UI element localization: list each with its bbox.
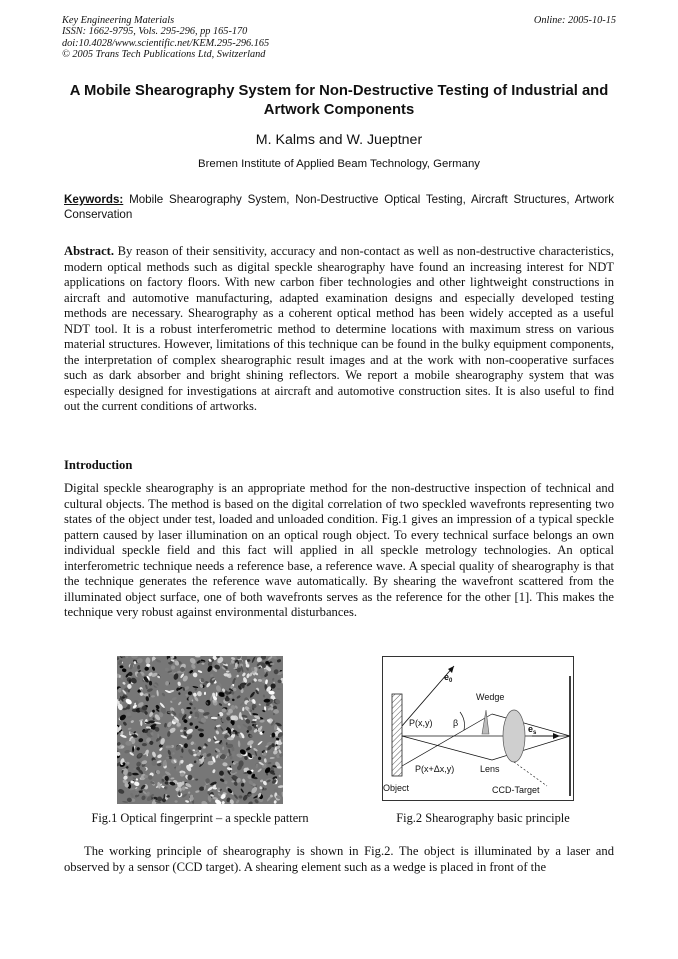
speckle-grain [120,675,123,680]
speckle-grain [122,775,128,781]
speckle-grain [145,696,149,702]
speckle-grain [188,715,192,719]
speckle-grain [195,656,201,658]
speckle-grain [239,795,243,798]
e0-label: $e_0$ [444,672,453,684]
speckle-grain [254,751,257,757]
speckle-grain [126,762,129,765]
speckle-grain [152,717,155,721]
pdx-label: P(x+Δx,y) [415,764,455,774]
speckle-grain [137,665,140,670]
speckle-grain [278,785,283,788]
speckle-grain [128,727,132,730]
speckle-grain [195,790,200,793]
speckle-grain [181,748,184,753]
speckle-grain [274,800,277,804]
speckle-grain [215,730,220,735]
speckle-grain [267,762,271,765]
speckle-grain [119,665,123,668]
speckle-grain [156,690,159,697]
speckle-grain [189,722,193,726]
speckle-grain [199,786,205,791]
speckle-grain [197,691,202,697]
speckle-grain [178,701,182,706]
object-surface [392,694,402,776]
speckle-grain [251,657,255,664]
speckle-grain [224,780,228,784]
speckle-grain [217,758,221,760]
beta-arc [460,712,465,730]
speckle-grain [197,746,202,751]
speckle-grain [222,762,228,767]
speckle-grain [193,692,198,697]
speckle-grain [171,696,177,700]
speckle-grain [140,720,142,726]
speckle-grain [180,729,183,732]
object-label: Object [383,783,410,793]
speckle-grain [193,696,199,702]
keywords-label: Keywords: [64,193,124,206]
speckle-grain [187,791,190,794]
speckle-grain [122,668,127,672]
speckle-grain [270,757,275,759]
abstract-text: By reason of their sensitivity, accuracy and non-contact as well as non-destructive characteristics, modern optical methods such as digital speckle shearography have found an increasing interest for NDT applications on factory floors. With new carbon fiber technologies and other lightweight constructions in aircraft and automotive manufacturing, adapted examination designs and especially developed testing methods are necessary. Shearography as a coherent optical method has been widely accepted as a useful NDT tool. It is a robust interferometric method to determine locations with maximum stress on various material structures. However, limitations of this technique can be found in the bulky equipment components, the interpretation of complex shearographic result images and at the work with non-cooperative surfaces such as dark absorber and bright shining reflectors. We report a mobile shearography system that was especially designed for investigations at aircraft and automotive construction sites. It is also useful to find out the current conditions of artworks. [64,244,614,414]
speckle-grain [240,788,244,793]
speckle-grain [130,720,134,724]
speckle-grain [193,760,196,764]
speckle-grain [227,767,233,771]
pxy-label: P(x,y) [409,718,433,728]
speckle-grain [139,692,144,697]
speckle-grain [129,751,134,756]
speckle-grain [122,801,128,803]
speckle-grain [170,700,173,703]
speckle-pattern-svg [117,656,283,804]
journal-issn: ISSN: 1662-9795, Vols. 295-296, pp 165-170 [62,26,248,38]
speckle-grain [204,692,206,695]
speckle-grain [237,724,242,729]
speckle-grain [258,674,262,679]
speckle-grain [248,801,254,804]
speckle-grain [207,786,214,792]
speckle-grain [197,670,202,674]
journal-header [62,15,616,60]
speckle-grain [198,708,205,713]
speckle-grain [226,670,230,672]
speckle-grain [184,743,188,748]
speckle-grain [277,688,282,690]
speckle-grain [186,707,191,709]
speckle-grain [185,800,189,803]
speckle-grain [258,761,264,766]
speckle-grain [193,753,197,756]
keywords-text: Mobile Shearography System, Non-Destructive Optical Testing, Aircraft Structures, Artwork Conservation [64,193,614,221]
speckle-grain [205,700,211,707]
speckle-grain [127,771,132,776]
speckle-grain [239,701,245,707]
speckle-grain [145,684,148,689]
speckle-grain [227,703,231,707]
speckle-grain [138,738,144,743]
speckle-grain [257,740,263,745]
speckle-grain [122,721,127,726]
journal-name: Key Engineering Materials [62,15,175,26]
speckle-grain [161,692,166,697]
es-label: $e_s$ [528,724,537,736]
shearography-diagram-svg [382,656,575,803]
speckle-grain [171,665,176,670]
introduction-heading: Introduction [64,458,133,472]
speckle-grain [181,793,187,798]
journal-doi: doi:10.4028/www.scientific.net/KEM.295-296.165 [62,37,270,49]
speckle-grain [242,707,245,711]
introduction-text: Digital speckle shearography is an appropriate method for the non-destructive inspection of technical and cultural objects. The method is based on the digital correlation of two speckled wavefronts representing two states of the object under test, loaded and unloaded condition. Fig.1 gives an impression of a typical speckle pattern caused by laser illumination on an optical rough object. To every technical surface belongs an own individual speckle field and this fact will applied in all speckle metrology technologies. An optical interferometric technique needs a reference base, a reference wave. A special quality of shearography is that the technique generates the reference wave automatically. By shearing the wavefront scattered from the illuminated object surface, one of both wavefronts serves as the reference for the other [1]. This makes the technique very robust against environmental disturbances. [64,481,614,620]
speckle-grain [167,749,171,755]
speckle-grain [199,733,204,738]
speckle-grain [151,666,155,671]
speckle-grain [231,657,236,661]
paper-authors: M. Kalms and W. Jueptner [255,132,423,148]
figure-2-caption: Fig.2 Shearography basic principle [396,811,570,825]
diagram-frame [383,657,574,801]
speckle-grain [203,746,206,749]
lens-element [503,710,525,762]
speckle-grain [258,684,261,687]
speckle-grain [174,800,177,803]
speckle-grain [254,799,259,804]
speckle-grain [278,774,281,777]
speckle-grain [146,664,151,668]
speckle-grain [259,719,265,722]
speckle-grain [117,788,125,795]
speckle-grain [190,711,193,714]
speckle-grain [151,695,155,698]
ccd-label-leader [514,762,547,786]
speckle-grain [222,746,225,750]
speckle-grain [242,778,246,783]
speckle-grain [190,663,196,670]
speckle-grain [149,681,153,686]
speckle-pattern-image [117,656,283,804]
speckle-grain [231,781,234,783]
observation-arrowhead [553,733,560,739]
speckle-grain [281,791,283,798]
paper-title: A Mobile Shearography System for Non-Destructive Testing of Industrial and Artwork Components [69,83,609,118]
working-principle-paragraph: The working principle of shearography is shown in Fig.2. The object is illuminated by a laser and observed by a sensor (CCD target). A shearing element such as a wedge is placed in front of the [64,844,614,874]
speckle-grain [249,691,255,698]
speckle-grain [207,738,211,743]
speckle-grain [159,747,163,751]
wedge-label: Wedge [476,692,505,702]
speckle-grain [246,682,251,687]
speckle-grain [195,778,198,780]
speckle-grain [133,768,136,771]
speckle-grain [197,728,204,732]
speckle-grain [232,698,235,701]
speckle-grain [178,792,181,797]
abstract [64,244,614,415]
speckle-grain [155,704,160,710]
online-date: Online: 2005-10-15 [533,15,616,26]
abstract-label: Abstract. [64,244,115,258]
speckle-grain [242,672,247,677]
speckle-grain [221,801,225,804]
speckle-grain [132,773,139,776]
speckle-grain [136,657,143,664]
speckle-grain [155,769,161,775]
beta-label: β [453,718,459,728]
speckle-grain [238,740,241,747]
speckle-grain [123,768,128,775]
speckle-grain [122,681,126,685]
speckle-grain [218,703,222,707]
shearography-diagram [382,656,575,803]
speckle-grain [131,656,138,659]
speckle-grain [132,746,134,752]
speckle-grain [133,781,140,787]
speckle-grain [257,768,262,773]
speckle-grain [178,713,183,718]
speckle-grain [236,695,241,699]
speckle-grain [142,743,147,746]
speckle-grain [225,716,231,722]
speckle-grain [263,694,266,697]
journal-copyright: © 2005 Trans Tech Publications Ltd, Switzerland [62,48,266,60]
speckle-grain [210,673,215,677]
speckle-grain [228,749,231,754]
speckle-grain [141,795,147,801]
speckle-grain [117,657,120,661]
lens-label: Lens [480,764,500,774]
speckle-grain [218,691,226,697]
speckle-grain [164,737,170,740]
speckle-grain [235,799,239,804]
speckle-grain [124,749,130,754]
speckle-grain [264,758,267,763]
speckle-grain [220,727,224,732]
speckle-grain [258,703,261,706]
speckle-grain [241,783,245,787]
speckle-grain [183,727,187,731]
paper-affiliation: Bremen Institute of Applied Beam Technology, Germany [198,158,480,170]
speckle-grain [264,706,267,711]
speckle-grain [249,672,253,677]
speckle-grain [170,777,174,779]
speckle-grain [136,761,142,767]
speckle-grain [172,752,175,755]
speckle-grain [219,778,224,783]
speckle-grain [272,678,275,681]
figure-1-caption: Fig.1 Optical fingerprint – a speckle pattern [91,811,309,825]
speckle-grain [212,769,216,774]
speckle-grain [236,674,239,678]
speckle-grain [257,756,261,760]
speckle-grain [142,790,147,795]
wedge-element [482,710,489,734]
keywords [64,193,614,222]
speckle-grain [125,656,128,658]
speckle-grain [177,681,181,686]
speckle-grain [145,657,150,664]
speckle-grain [277,659,282,663]
speckle-grain [192,672,198,678]
speckle-grain [151,751,156,758]
speckle-grain [216,692,218,696]
speckle-grain [157,754,163,759]
speckle-grain [244,756,248,761]
speckle-grain [141,760,148,765]
speckle-grain [189,702,193,706]
ccd-label: CCD-Target [492,785,540,795]
speckle-grain [144,666,149,671]
speckle-grain [180,755,184,758]
speckle-grain [211,752,215,755]
speckle-grain [246,673,251,679]
speckle-grain [165,667,170,671]
speckle-grain [148,730,153,733]
speckle-grain [178,692,181,695]
